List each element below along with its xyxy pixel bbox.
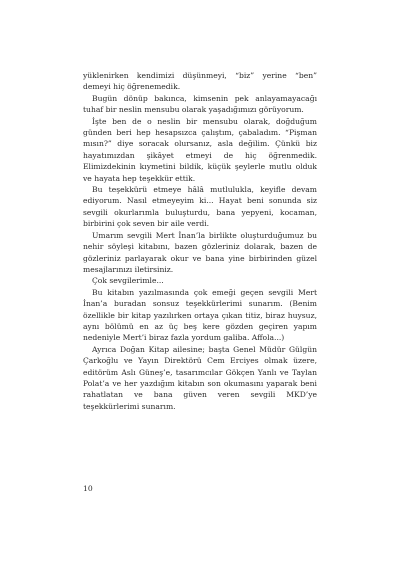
paragraph-3: İşte ben de o neslin bir mensubu olarak, doğduğum günden beri hep hesapsızca çalıştım, çabaladım. “Pişman mısın?” diye soracak olursanız, asla değilim. Çünkü biz hayatımızdan şikâyet etmeyi de hiç öğrenmedik. Elimizdekinin kıymetini bildik, küçük şeylerle mutlu olduk ve hayata hep teşekkür ettik. (83, 116, 317, 183)
body-text (83, 70, 317, 412)
paragraph-4: Bu teşekkürü etmeye hâlâ mutlulukla, keyifle devam ediyorum. Nasıl etmeyeyim ki... Hayat beni sonunda siz sevgili okurlarımla buluşturdu, bana yepyeni, kocaman, birbirini çok seven bir aile verdi. (83, 185, 317, 229)
paragraph-2: Bugün dönüp bakınca, kimsenin pek anlayamayacağı tuhaf bir neslin mensubu olarak yaşadığımızı görüyorum. (83, 93, 317, 115)
paragraph-7: Bu kitabın yazılmasında çok emeği geçen sevgili Mert İnan’a buradan sonsuz teşekkürlerimi sunarım. (Benim özellikle bir kitap yazılırken ortaya çıkan titiz, biraz huysuz, aynı bölümü en az üç beş kere gözden geçiren yapım nedeniyle Mert’i biraz fazla yordum galiba. Affola...) (83, 287, 317, 343)
paragraph-8: Ayrıca Doğan Kitap ailesine; başta Genel Müdür Gülgün Çarkoğlu ve Yayın Direktörü Cem Erciyes olmak üzere, editörüm Aslı Güneş’e, tasarımcılar Gökçen Yanlı ve Taylan Polat’a ve her yazdığım kitabın son okumasını yaparak beni rahatlatan ve bana güven veren sevgili MKD’ye teşekkürlerimi sunarım. (83, 344, 317, 411)
paragraph-6: Çok sevgilerimle... (92, 276, 164, 286)
page-number: 10 (83, 484, 93, 493)
paragraph-5: Umarım sevgili Mert İnan’la birlikte oluşturduğumuz bu nehir söyleşi kitabını, bazen gözleriniz dolarak, bazen de gözleriniz parlayarak okur ve bana yine birbirinden güzel mesajlarınızı iletirsiniz. (83, 230, 317, 274)
paragraph-1: yüklenirken kendimizi düşünmeyi, “biz” yerine “ben” demeyi hiç öğrenemedik. (83, 71, 317, 92)
